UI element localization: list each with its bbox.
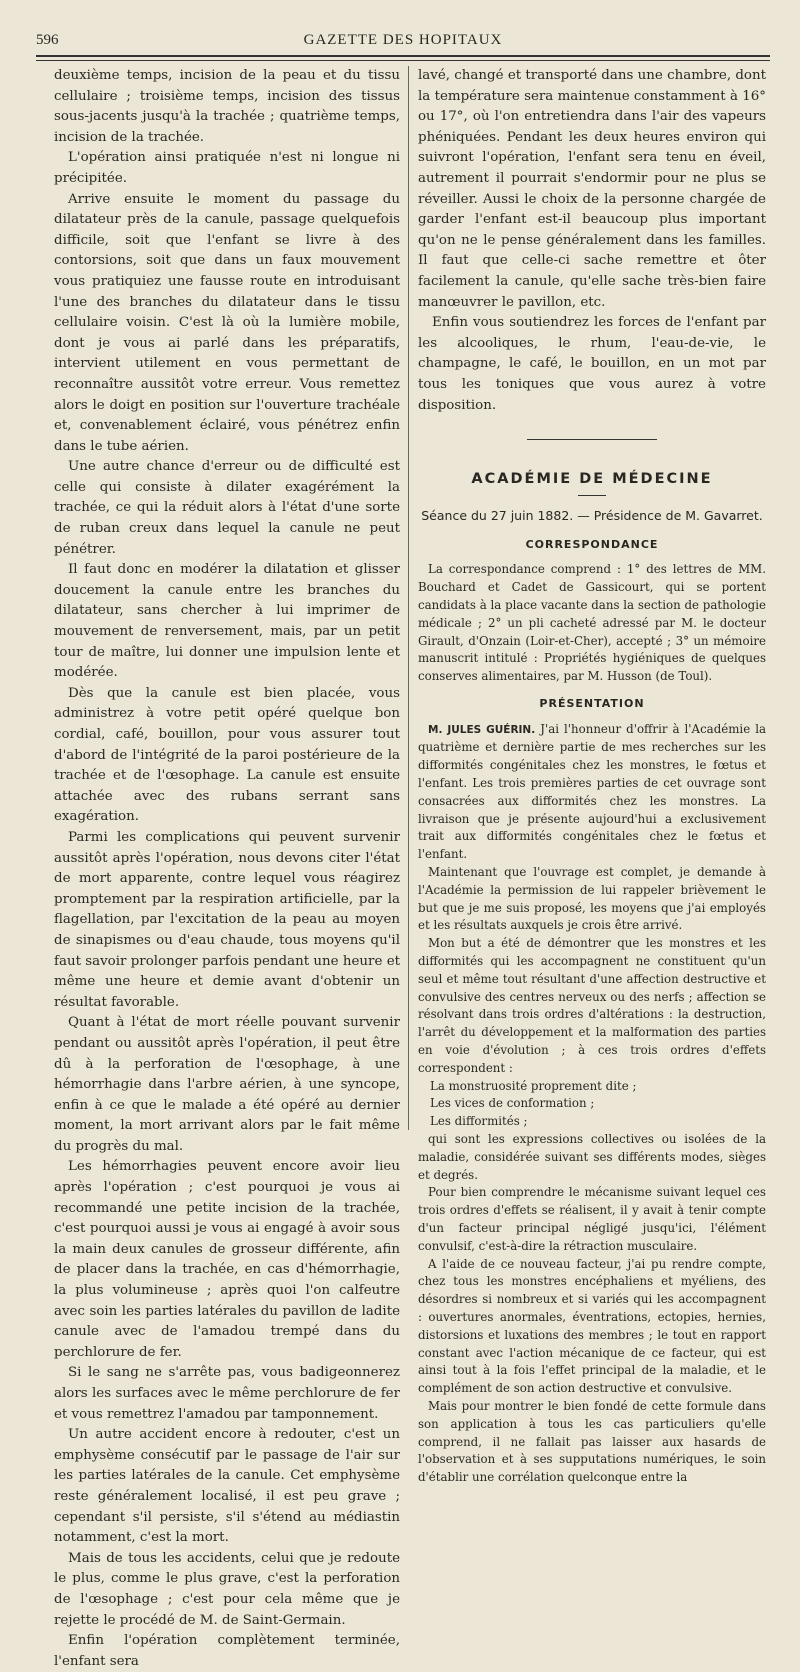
paragraph: Il faut donc en modérer la dilatation et glisser doucement la canule entre les branches du dilatateur, sans chercher à lui imprimer de mouvement de renversement, mais, par un petit tour de maître, lui donner une impulsion lente et modérée. xyxy=(54,562,400,681)
paragraph: Quant à l'état de mort réelle pouvant survenir pendant ou aussitôt après l'opération, il peut être dû à la perforation de l'œsophage, à une hémorrhagie dans l'arbre aérien, à une syncope, enfin à ce que le malade a été opéré au dernier moment, la mort arrivant alors par le fait même du progrès du mal. xyxy=(54,1015,400,1154)
paragraph: Enfin vous soutiendrez les forces de l'enfant par les alcooliques, le rhum, l'eau-de-vie, le champagne, le café, le bouillon, en un mot par tous les toniques que vous aurez à votre disposition. xyxy=(418,315,766,413)
presentation-paragraph: Mon but a été de démontrer que les monstres et les difformités qui les accompagnent ne constituent qu'un seul et même tout résultant d'une affection destructive et convulsive des centres nerveux ou des nerfs ; affection se résolvant dans trois ordres d'altérations : la destruction, l'arrêt du développement et la malformation des parties en voie d'évolution ; à ces trois ordres d'effets correspondent : xyxy=(418,936,766,1075)
page-header xyxy=(36,28,770,58)
list-item: Les vices de conformation ; xyxy=(430,1096,595,1111)
journal-title: GAZETTE DES HOPITAUX xyxy=(303,32,503,48)
paragraph: Mais de tous les accidents, celui que je redoute le plus, comme le plus grave, c'est la perforation de l'œsophage ; c'est pour cela même que je rejette le procédé de M. de Saint-Germain. xyxy=(54,1550,400,1628)
seance-line: Séance du 27 juin 1882. — Présidence de M. Gavarret. xyxy=(421,508,763,524)
paragraph: Si le sang ne s'arrête pas, vous badigeonnerez alors les surfaces avec le même perchlorure de fer et vous remettrez l'amadou par tamponnement. xyxy=(54,1365,400,1422)
paragraph: lavé, changé et transporté dans une chambre, dont la température sera maintenue constamment à 16° ou 17°, où l'on entretiendra dans l'air des vapeurs phéniquées. Pendant les deux heures environ qui suivront l'opération, l'enfant sera tenu en éveil, autrement il pourrait s'endormir pour ne plus se réveiller. Aussi le choix de la personne chargée de garder l'enfant est-il beaucoup plus important qu'on ne le pense généralement dans les familles. Il faut que celle-ci sache remettre et ôter facilement la canule, qu'elle sache très-bien faire manœuvrer le pavillon, etc. xyxy=(418,68,766,310)
list-item: Les difformités ; xyxy=(430,1114,528,1129)
effects-list xyxy=(418,1078,766,1131)
left-column xyxy=(54,66,400,1669)
correspondance-text: La correspondance comprend : 1° des lettres de MM. Bouchard et Cadet de Gassicourt, qui se portent candidats à la place vacante dans la section de pathologie médicale ; 2° un pli cacheté adressé par M. le docteur Girault, d'Onzain (Loir-et-Cher), accepté ; 3° un mémoire manuscrit intitulé : Propriétés hygiéniques de quelques conserves alimentaires, par M. Husson (de Toul). xyxy=(418,562,766,684)
page-number: 596 xyxy=(36,32,59,48)
presentation-paragraph: qui sont les expressions collectives ou isolées de la maladie, considérée suivant ses différents modes, sièges et degrés. xyxy=(418,1131,766,1182)
speaker-name: M. JULES GUÉRIN. xyxy=(428,723,536,736)
presentation-paragraph: Pour bien comprendre le mécanisme suivant lequel ces trois ordres d'effets se réalisent, il y avait à tenir compte d'un facteur principal négligé jusqu'ici, l'élément convulsif, c'est-à-dire la rétraction musculaire. xyxy=(418,1185,766,1253)
short-rule xyxy=(578,495,606,496)
paragraph: Dès que la canule est bien placée, vous administrez à votre petit opéré quelque bon cordial, café, bouillon, pour vous assurer tout d'abord de l'intégrité de la paroi postérieure de la trachée et de l'œsophage. La canule est ensuite attachée avec des rubans serrant sans exagération. xyxy=(54,685,400,825)
paragraph: Parmi les complications qui peuvent survenir aussitôt après l'opération, nous devons citer l'état de mort apparente, contre lequel vous réagirez promptement par la respiration artificielle, par la flagellation, par l'excitation de la peau au moyen de sinapismes ou d'eau chaude, tous moyens qu'il faut savoir prolonger parfois pendant une heure et même une heure et demie avant d'obtenir un résultat favorable. xyxy=(54,829,400,1010)
paragraph: Les hémorrhagies peuvent encore avoir lieu après l'opération ; c'est pourquoi je vous ai recommandé une petite incision de la trachée, c'est pourquoi aussi je vous ai engagé à avoir sous la main deux canules de grosseur différente, afin de placer dans la trachée, en cas d'hémorrhagie, la plus volumineuse ; après quoi l'on calfeutre avec soin les parties latérales du pavillon de ladite canule avec de l'amadou trempé dans du perchlorure de fer. xyxy=(54,1159,400,1360)
correspondance-heading: CORRESPONDANCE xyxy=(525,537,659,551)
right-column xyxy=(418,66,766,1485)
paragraph: Une autre chance d'erreur ou de difficulté est celle qui consiste à dilater exagérément la trachée, ce qui la réduit alors à l'état d'une sorte de ruban creux dans lequel la canule ne peut pénétrer. xyxy=(54,459,400,557)
paragraph: L'opération ainsi pratiquée n'est ni longue ni précipitée. xyxy=(54,150,400,186)
presentation-paragraph: M. JULES GUÉRIN. J'ai l'honneur d'offrir à l'Académie la quatrième et dernière partie de mes recherches sur les difformités congénitales chez les monstres, le fœtus et l'enfant. Les trois premières parties de cet ouvrage sont consacrées aux difformités chez les monstres. La livraison que je présente aujourd'hui a exclusivement trait aux difformités congénitales chez le fœtus et l'enfant. xyxy=(418,721,766,862)
presentation-paragraph: Mais pour montrer le bien fondé de cette formule dans son application à tous les cas particuliers qu'elle comprend, il ne fallait pas laisser aux hasards de l'observation et à ses supputations numériques, le soin d'établir une corrélation quelconque entre la xyxy=(418,1398,766,1485)
paragraph: Enfin l'opération complètement terminée, l'enfant sera xyxy=(54,1633,400,1669)
paragraph: Un autre accident encore à redouter, c'est un emphysème consécutif par le passage de l'air sur les parties latérales de la canule. Cet emphysème reste généralement localisé, il est peu grave ; cependant s'il persiste, s'il s'étend au médiastin notamment, c'est la mort. xyxy=(54,1427,400,1546)
section-ornament xyxy=(418,430,766,451)
header-rule xyxy=(36,55,770,57)
list-item: La monstruosité proprement dite ; xyxy=(430,1078,637,1093)
paragraph: deuxième temps, incision de la peau et du tissu cellulaire ; troisième temps, incision des tissus sous-jacents jusqu'à la trachée ; quatrième temps, incision de la trachée. xyxy=(54,68,400,145)
paragraph: Arrive ensuite le moment du passage du dilatateur près de la canule, passage quelquefois difficile, soit que l'enfant se livre à des contorsions, soit que dans un faux mouvement vous pratiquiez une fausse route en introduisant l'une des branches du dilatateur dans le tissu cellulaire voisin. C'est là où la lumière mobile, dont je vous ai parlé dans les préparatifs, intervient utilement en vous permettant de reconnaître aussitôt votre erreur. Vous remettez alors le doigt en position sur l'ouverture trachéale et, convenablement éclairé, vous pénétrez enfin dans le tube aérien. xyxy=(54,191,400,454)
presentation-paragraph: A l'aide de ce nouveau facteur, j'ai pu rendre compte, chez tous les monstres encéphaliens et myéliens, des désordres si nombreux et si variés qui les accompagnent : ouvertures anormales, éventrations, ectopies, hernies, distorsions et luxations des membres ; le tout en rapport constant avec l'action mécanique de ce facteur, qui est ainsi tout à la fois l'effet principal de la maladie, et le complément de son action destructive et convulsive. xyxy=(418,1256,766,1396)
section-title: ACADÉMIE DE MÉDECINE xyxy=(471,470,713,487)
presentation-paragraph: Maintenant que l'ouvrage est complet, je demande à l'Académie la permission de lui rappeler brièvement le but que je me suis proposé, les moyens que j'ai employés et les résultats auxquels je crois être arrivé. xyxy=(418,865,766,933)
header-rule-thin xyxy=(36,60,770,61)
presentation-heading: PRÉSENTATION xyxy=(539,697,645,711)
column-divider xyxy=(408,66,409,1130)
